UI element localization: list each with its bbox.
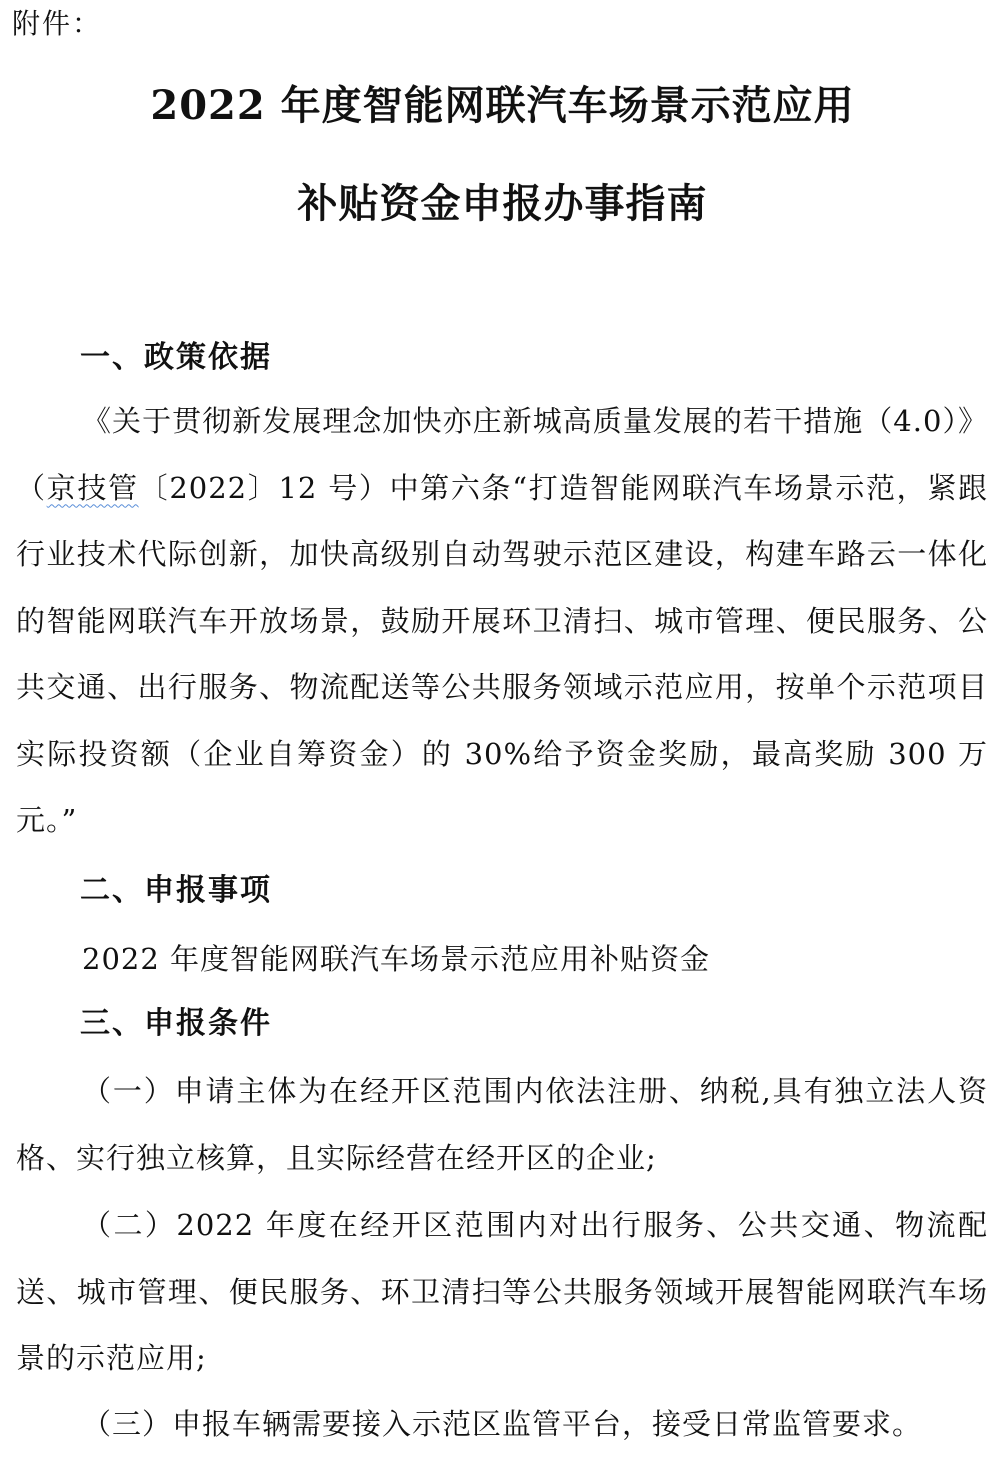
condition-item-3: （三）申报车辆需要接入示范区监管平台，接受日常监管要求。 xyxy=(82,1407,923,1441)
policy-basis-text-part1: 《关于贯彻新发展理念加快亦庄新城高质量发展的若干措施（4.0）》（ xyxy=(16,404,988,505)
application-item-paragraph: 2022 年度智能网联汽车场景示范应用补贴资金 xyxy=(82,942,711,976)
policy-basis-text-part2: 〔2022〕12 号）中第六条“打造智能网联汽车场景示范，紧跟行业技术代际创新，加快高级别自动驾驶示范区建设，构建车路云一体化的智能网联汽车开放场景，鼓励开展环卫清扫、城市管理、便民服务、公共交通、出行服务、物流配送等公共服务领域示范应用，按单个示范项目实际投资额（企业自筹资金）的 30%给予资金奖励，最高奖励 300 万元。” xyxy=(16,470,988,837)
section-heading-application-item: 二、申报事项 xyxy=(80,873,272,908)
policy-basis-underlined-text: 京技管 xyxy=(46,470,139,505)
document-title-line-1: 2022 年度智能网联汽车场景示范应用 xyxy=(150,82,855,129)
section-heading-policy-basis: 一、政策依据 xyxy=(80,340,272,375)
attachment-label: 附件： xyxy=(12,7,103,40)
policy-basis-paragraph xyxy=(16,388,988,854)
condition-item-2: （二）2022 年度在经开区范围内对出行服务、公共交通、物流配送、城市管理、便民服务、环卫清扫等公共服务领域开展智能网联汽车场景的示范应用; xyxy=(16,1208,988,1375)
condition-item-1: （一）申请主体为在经开区范围内依法注册、纳税,具有独立法人资格、实行独立核算，且实际经营在经开区的企业; xyxy=(16,1074,988,1175)
section-heading-application-conditions: 三、申报条件 xyxy=(80,1006,272,1041)
document-title-line-2: 补贴资金申报办事指南 xyxy=(297,180,708,227)
